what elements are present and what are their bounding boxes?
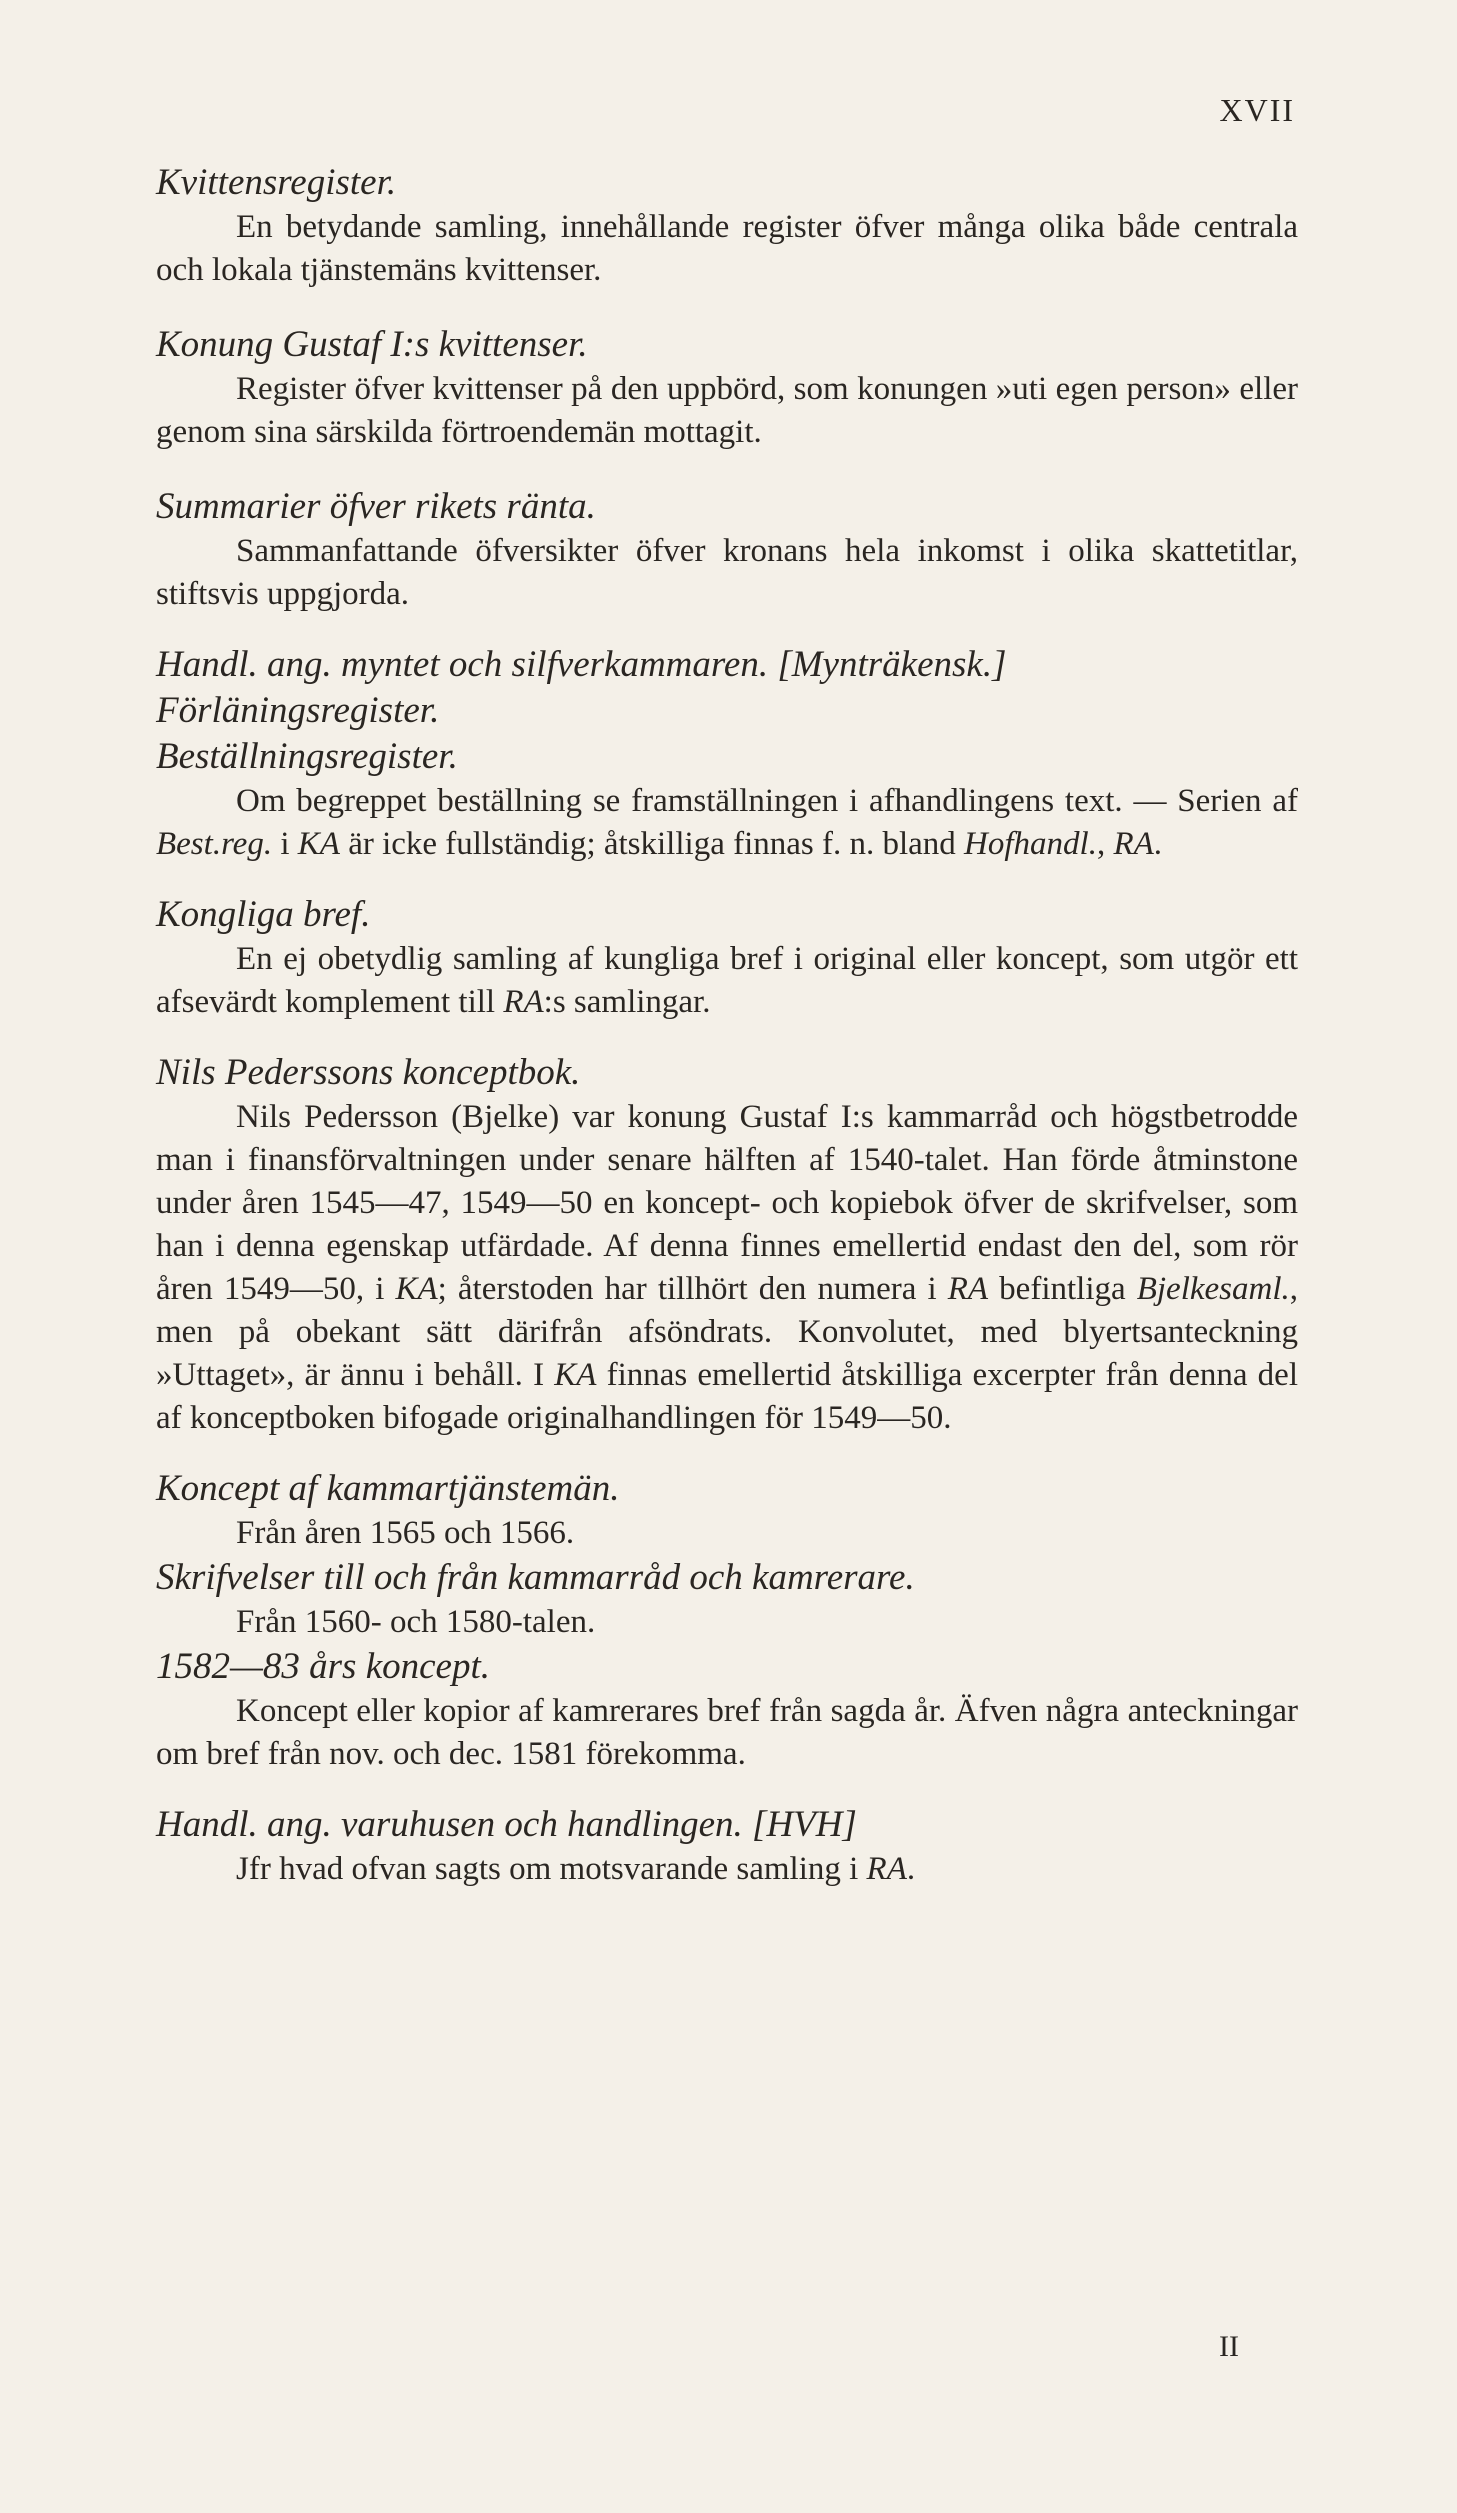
entry-heading: Koncept af kammartjänstemän. xyxy=(156,1468,620,1509)
entry-heading: Nils Pederssons konceptbok. xyxy=(156,1052,581,1093)
entry-summarier xyxy=(156,484,1298,616)
entry-body xyxy=(156,1096,1298,1440)
entry-body: Koncept eller kopior af kamrerares bref från sagda år. Äfven några anteckningar om bref från nov. och dec. 1581 förekomma. xyxy=(156,1693,1298,1772)
entry-heading: Beställningsregister. xyxy=(156,736,458,777)
text-run: . xyxy=(906,1851,916,1887)
archive-ref: RA xyxy=(503,984,544,1020)
abbrev-ref: Hofhandl. xyxy=(964,826,1097,862)
entry-body: Från åren 1565 och 1566. xyxy=(236,1515,575,1551)
document-body xyxy=(156,160,1298,1891)
entry-kongliga-bref xyxy=(156,892,1298,1024)
signature-mark: II xyxy=(1219,2330,1239,2363)
archive-ref: KA xyxy=(395,1271,438,1307)
archive-ref: KA xyxy=(554,1357,597,1393)
entry-handl-varuhusen xyxy=(156,1802,1298,1891)
entry-body: Sammanfattande öfversikter öfver kronans hela inkomst i olika skattetitlar, stiftsvis uppgjorda. xyxy=(156,533,1298,612)
text-run: Nils Pedersson (Bjelke) var konung Gustaf I:s kammarråd och högstbetrodde man i finansförvaltningen under senare hälften af 1540-talet. Han förde åtminstone under åren 1545—47, 1549—50 en koncept- och kopiebok öfver de skrifvelser, som han i denna egenskap utfärdade. Af denna finnes emellertid endast den del, som rör åren 1549—50, i xyxy=(156,1099,1298,1307)
abbrev-ref: Best.reg. xyxy=(156,826,273,862)
entry-heading: Handl. ang. varuhusen och handlingen. [HVH] xyxy=(156,1804,857,1845)
archive-ref: RA xyxy=(866,1851,907,1887)
entry-nils-pedersson xyxy=(156,1050,1298,1440)
entry-heading: Förläningsregister. xyxy=(156,690,440,731)
entry-koncept-kammartjanstemän xyxy=(156,1466,1298,1555)
entry-skrifvelser xyxy=(156,1555,1298,1644)
entry-heading: Kvittensregister. xyxy=(156,162,397,203)
entry-body: En betydande samling, innehållande register öfver många olika både centrala och lokala tjänstemäns kvittenser. xyxy=(156,209,1298,288)
text-run: i xyxy=(272,826,298,862)
entry-body: Register öfver kvittenser på den uppbörd, som konungen »uti egen person» eller genom sina särskilda förtroendemän mottagit. xyxy=(156,371,1298,450)
entry-forlaningsregister xyxy=(156,688,1298,734)
text-run: . xyxy=(1153,826,1163,862)
entry-heading: Kongliga bref. xyxy=(156,894,371,935)
entry-heading: Handl. ang. myntet och silfverkammaren. [Mynträkensk.] xyxy=(156,644,1007,685)
entry-kvittensregister xyxy=(156,160,1298,292)
entry-heading: Konung Gustaf I:s kvittenser. xyxy=(156,324,588,365)
abbrev-ref: Bjelkesaml. xyxy=(1136,1271,1290,1307)
text-run: :s samlingar. xyxy=(543,984,711,1020)
entry-heading: 1582—83 års koncept. xyxy=(156,1646,490,1687)
text-run: ; återstoden har tillhört den numera i xyxy=(437,1271,948,1307)
archive-ref: KA xyxy=(297,826,340,862)
text-run: befintliga xyxy=(988,1271,1137,1307)
entry-handl-myntet xyxy=(156,642,1298,688)
text-run: Jfr hvad ofvan sagts om motsvarande samling i xyxy=(236,1851,867,1887)
entry-body xyxy=(156,780,1298,866)
page-number: XVII xyxy=(1219,92,1295,128)
entry-heading: Skrifvelser till och från kammarråd och kamrerare. xyxy=(156,1557,915,1598)
entry-heading: Summarier öfver rikets ränta. xyxy=(156,486,596,527)
entry-konung-gustaf-kvittenser xyxy=(156,322,1298,454)
entry-1582-83-koncept xyxy=(156,1644,1298,1776)
entry-bestallningsregister xyxy=(156,734,1298,866)
archive-ref: RA xyxy=(947,1271,989,1307)
text-run: , men på obekant sätt därifrån afsöndrats. Konvolutet, med blyertsanteckning »Uttaget», är ännu i behåll. I xyxy=(156,1271,1299,1393)
text-run: En ej obetydlig samling af kungliga bref i original eller koncept, som utgör ett afsevärdt komplement till xyxy=(156,941,1298,1020)
text-run: Om begreppet beställning se framställningen i afhandlingens text. — Serien af xyxy=(236,783,1298,819)
entry-body xyxy=(156,938,1298,1024)
text-run: är icke fullständig; åtskilliga finnas f. n. bland xyxy=(339,826,965,862)
text-run: , xyxy=(1096,826,1114,862)
archive-ref: RA xyxy=(1113,826,1154,862)
text-run: finnas emellertid åtskilliga excerpter från denna del af konceptboken bifogade originalhandlingen för 1549—50. xyxy=(156,1357,1299,1436)
entry-body: Från 1560- och 1580-talen. xyxy=(236,1604,596,1640)
entry-body xyxy=(156,1848,1298,1891)
